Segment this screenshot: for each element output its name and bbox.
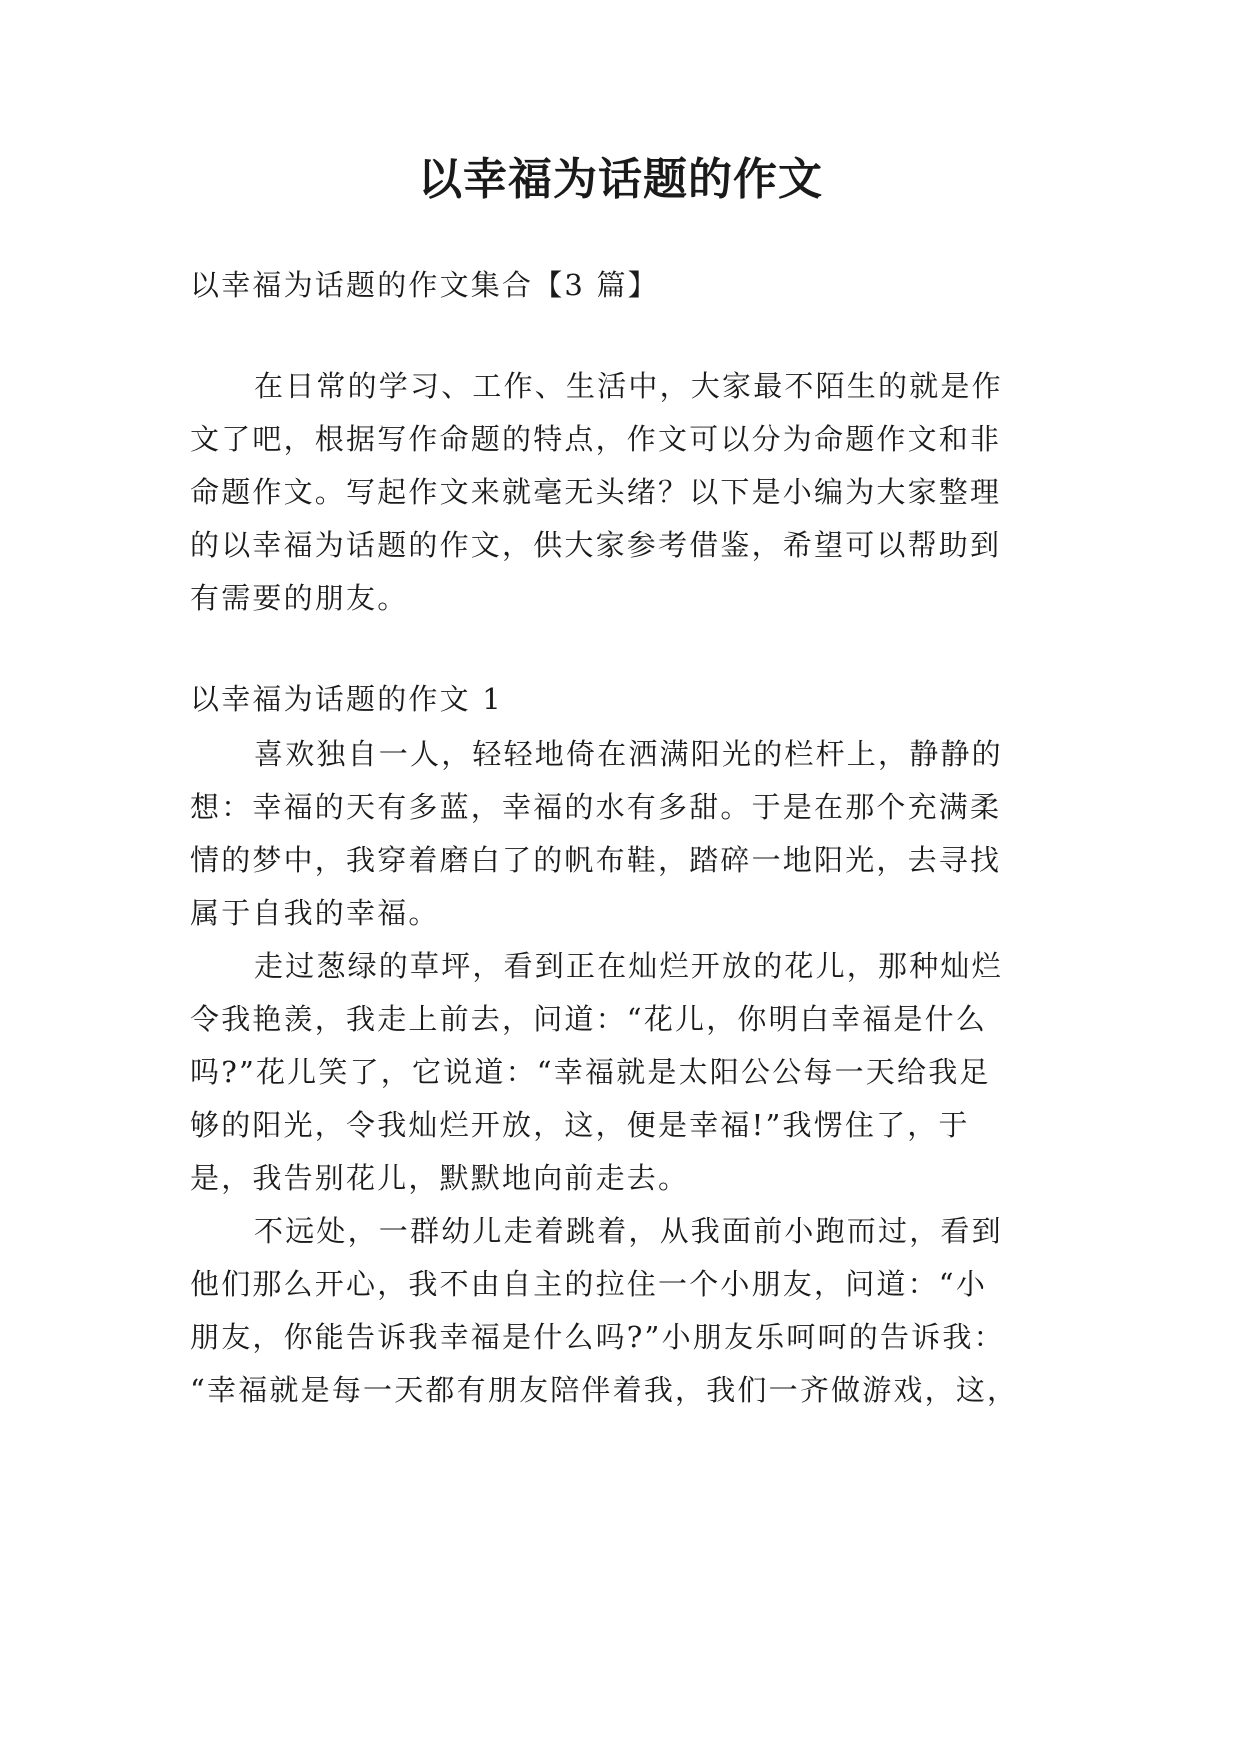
intro-line: 有需要的朋友。: [190, 581, 409, 615]
paragraph-line: 吗?”花儿笑了，它说道：“幸福就是太阳公公每一天给我足: [190, 1055, 991, 1089]
paragraph-line: 属于自我的幸福。: [190, 896, 440, 930]
paragraph-line: 他们那么开心，我不由自主的拉住一个小朋友，问道：“小: [190, 1267, 988, 1301]
intro-line: 文了吧，根据写作命题的特点，作文可以分为命题作文和非: [190, 422, 1002, 456]
paragraph-line: 想：幸福的天有多蓝，幸福的水有多甜。于是在那个充满柔: [190, 790, 1002, 824]
paragraph-line: 是，我告别花儿，默默地向前走去。: [190, 1161, 690, 1195]
section-heading: 以幸福为话题的作文 1: [190, 682, 503, 716]
paragraph-line: 够的阳光，令我灿烂开放，这，便是幸福!”我愣住了，于: [190, 1108, 970, 1142]
document-subtitle: 以幸福为话题的作文集合【3 篇】: [190, 268, 659, 302]
intro-line: 命题作文。写起作文来就毫无头绪？以下是小编为大家整理: [190, 475, 1002, 509]
paragraph-line: 情的梦中，我穿着磨白了的帆布鞋，踏碎一地阳光，去寻找: [190, 843, 1002, 877]
document-title: 以幸福为话题的作文: [418, 154, 823, 205]
paragraph-line: “幸福就是每一天都有朋友陪伴着我，我们一齐做游戏，这，: [190, 1373, 1019, 1407]
paragraph-line: 朋友，你能告诉我幸福是什么吗?”小朋友乐呵呵的告诉我：: [190, 1320, 1005, 1354]
intro-line: 的以幸福为话题的作文，供大家参考借鉴，希望可以帮助到: [190, 528, 1002, 562]
paragraph-line: 不远处，一群幼儿走着跳着，从我面前小跑而过，看到: [254, 1214, 1003, 1248]
paragraph-line: 令我艳羡，我走上前去，问道：“花儿，你明白幸福是什么: [190, 1002, 988, 1036]
intro-line: 在日常的学习、工作、生活中，大家最不陌生的就是作: [254, 369, 1003, 403]
paragraph-line: 走过葱绿的草坪，看到正在灿烂开放的花儿，那种灿烂: [254, 949, 1003, 983]
paragraph-line: 喜欢独自一人，轻轻地倚在洒满阳光的栏杆上，静静的: [254, 737, 1003, 771]
